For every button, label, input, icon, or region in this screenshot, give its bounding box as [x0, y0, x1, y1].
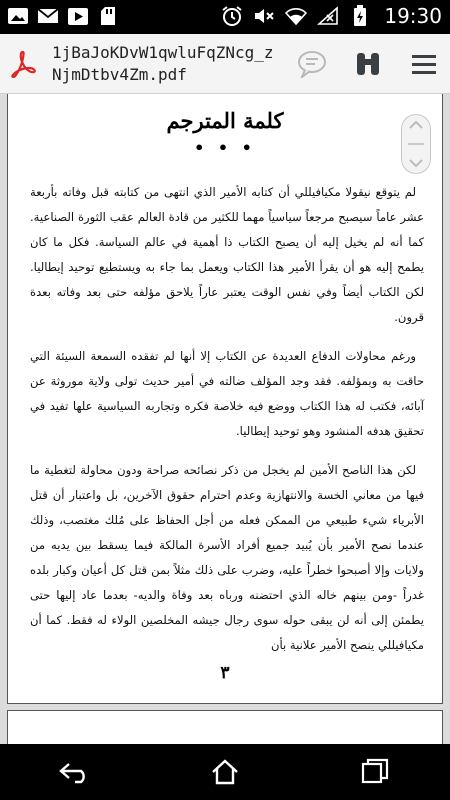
page-number: ٣ — [220, 663, 230, 683]
scroll-up-icon[interactable] — [408, 120, 424, 130]
home-icon[interactable] — [195, 752, 255, 792]
gallery-icon — [6, 5, 30, 27]
title-ornament: • • • — [194, 138, 256, 157]
back-icon[interactable] — [45, 752, 105, 792]
no-signal-icon — [316, 5, 340, 27]
binoculars-icon[interactable] — [350, 46, 386, 82]
page-title: كلمة المترجم — [166, 108, 284, 133]
sd-card-icon — [96, 5, 120, 27]
play-store-icon — [66, 5, 90, 27]
paragraph: ورغم محاولات الدفاع العديدة عن الكتاب إلا أنها لم تفقده السمعة السيئة التي حاقت به وبمؤلفه. فقد وجد المؤلف ضالته في أمير حديث تولى ولاية موروثة عن آبائه، فكتب له هذا الكتاب ووضع فيه خلاصة فكره وتجاربه السياسية علها تفيد في تحقيق هدفه المنشود وهو توحيد إيطاليا. — [30, 349, 424, 438]
file-name: 1jBaJoKDvW1qwluFqZNcg_zNjmDtbv4Zm.pdf — [52, 43, 274, 84]
page-body — [30, 180, 424, 672]
document-viewer[interactable] — [0, 94, 450, 744]
mute-icon — [252, 5, 276, 27]
recent-apps-icon[interactable] — [345, 752, 405, 792]
status-time: 19:30 — [384, 4, 442, 28]
app-bar — [0, 34, 450, 94]
battery-icon — [348, 5, 372, 27]
pdf-icon — [10, 50, 36, 78]
navigation-bar — [0, 744, 450, 800]
pdf-page — [7, 94, 443, 704]
paragraph: لكن هذا الناصح الأمين لم يخجل من ذكر نصائحه صراحة ودون محاولة لتغطية ما فيها من معاني الخسة والانتهازية وعدم احترام حقوق الآخرين، بل واعتبار أن قتل الأبرياء شيء طبيعي من الممكن فعله من أجل الحفاظ على مُلك مغتصب، وذلك عندما نصح الأمير بأن يُبيد جميع أفراد الأسرة المالكة فيما يسقط بين يديه من ولايات وإلا أصبحوا خطراً عليه، وضرب على ذلك مثلاً بمن قتل كل أعيان وكبار بلده غدراً -ومن بينهم خاله الذي احتضنه ورباه بعد وفاة والديه- بعدما عاد إليها حتى يطمئن إلى أنه لن يبقى حوله سوى رجال جيشه المخلصين الولاء له فقط. كما أن مكيافيللي ينصح الأمير علانية بأن — [30, 463, 424, 652]
scroll-down-icon[interactable] — [408, 158, 424, 168]
paragraph: لم يتوقع نيقولا مكيافيللي أن كتابه الأمير الذي انتهى من كتابته قبل وفاته بأربعة عشر عاماً سيصبح مرجعاً سياسياً مهما للكثير من قادة العالم عقب الثورة الصناعية. كما أنه لم يخيل إليه أن يصبح الكتاب ذا أهمية في عالم السياسة. فكل ما كان يطمح إليه هو أن يقرأ الأمير هذا الكتاب ويعمل بما جاء به ويستطيع توحيد إيطاليا. لكن الكتاب أيضاً وفي نفس الوقت يعتبر عاراً يلاحق مؤلفه حتى بعد وفاته بعدة قرون. — [30, 185, 424, 324]
scroll-divider — [408, 143, 424, 145]
comment-icon[interactable] — [294, 46, 330, 82]
wifi-icon — [284, 5, 308, 27]
mail-icon — [36, 5, 60, 27]
page-scroll-control[interactable] — [401, 114, 431, 174]
menu-icon[interactable] — [406, 46, 442, 82]
alarm-icon — [220, 5, 244, 27]
status-bar — [0, 0, 450, 34]
